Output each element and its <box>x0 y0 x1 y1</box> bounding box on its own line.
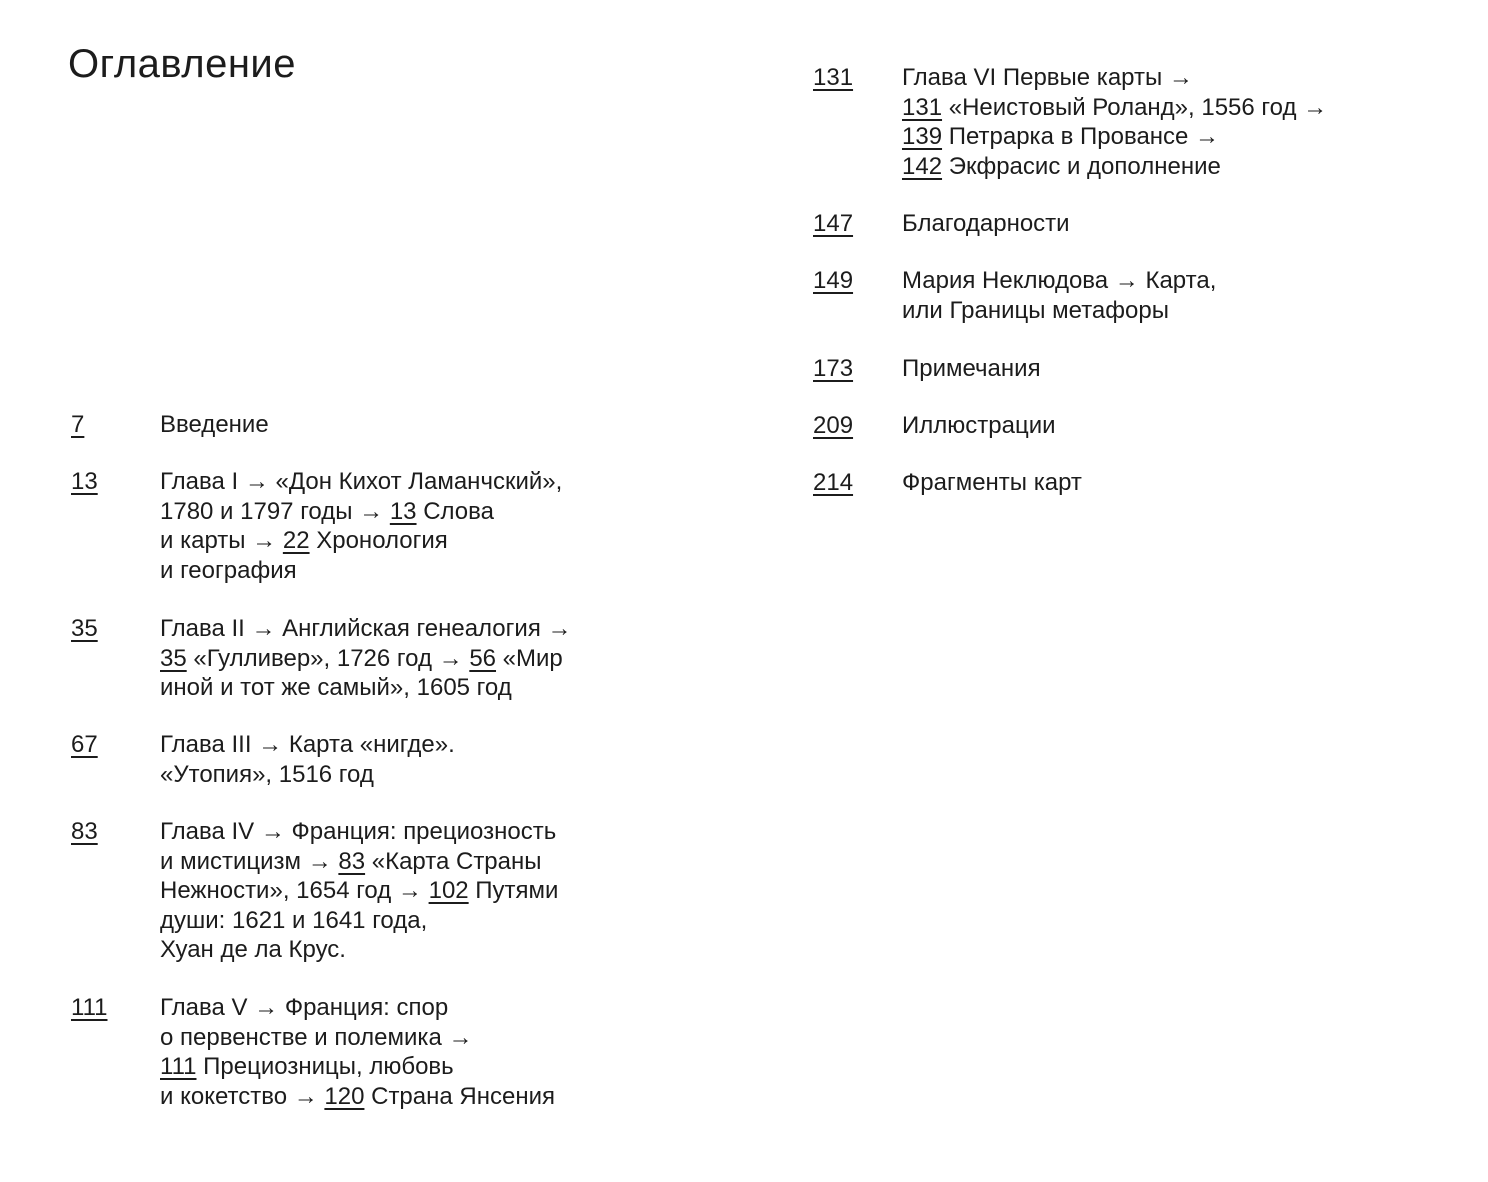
toc-text: Фрагменты карт <box>902 469 1082 496</box>
toc-text: Глава III → Карта «нигде». <box>160 731 455 758</box>
toc-entry-line <box>160 644 571 674</box>
toc-page-number[interactable]: 173 <box>813 355 854 382</box>
toc-entry-title <box>902 468 1082 498</box>
toc-entry-line <box>160 556 562 586</box>
toc-entry-line <box>902 354 1041 384</box>
toc-entry-title <box>160 993 555 1111</box>
toc-text: Хуан де ла Крус. <box>160 936 346 964</box>
toc-entry[interactable] <box>71 467 562 585</box>
toc-subsection-page-link[interactable]: 131 <box>902 93 943 121</box>
toc-page-number[interactable]: 13 <box>71 468 98 495</box>
toc-entry-line <box>160 1023 555 1053</box>
toc-entry[interactable] <box>71 410 269 440</box>
toc-text: «Неистовый Роланд», 1556 год → <box>942 93 1328 121</box>
toc-entry-line <box>160 935 558 965</box>
toc-subsection-page-link[interactable]: 22 <box>282 527 310 555</box>
toc-entry-title <box>160 410 269 440</box>
toc-entry-title <box>902 354 1041 384</box>
toc-entry-line <box>160 526 562 556</box>
toc-text: и география <box>160 556 297 584</box>
toc-page-number[interactable]: 83 <box>71 818 98 845</box>
toc-text: Примечания <box>902 355 1041 382</box>
toc-text: или Границы метафоры <box>902 296 1169 324</box>
toc-entry[interactable] <box>71 614 571 703</box>
toc-text: души: 1621 и 1641 года, <box>160 906 428 934</box>
toc-entry-line <box>160 993 555 1023</box>
toc-text: Прециозницы, любовь <box>196 1053 454 1081</box>
toc-entry-line <box>902 266 1216 296</box>
toc-entry-line <box>160 847 558 877</box>
page-title: Оглавление <box>68 42 297 86</box>
toc-entry[interactable] <box>813 354 1041 384</box>
toc-entry-line <box>902 296 1216 326</box>
toc-text: и кокетство → <box>160 1082 325 1110</box>
toc-text: о первенстве и полемика → <box>160 1023 473 1051</box>
toc-entry-line <box>902 209 1070 239</box>
toc-text: Путями <box>468 877 559 905</box>
toc-entry-line <box>902 122 1327 152</box>
toc-subsection-page-link[interactable]: 13 <box>389 497 417 525</box>
toc-page-number[interactable]: 147 <box>813 210 854 237</box>
toc-entry-line <box>160 1052 555 1082</box>
toc-page-number[interactable]: 67 <box>71 731 98 758</box>
toc-page-number[interactable]: 7 <box>71 411 85 438</box>
toc-entry[interactable] <box>813 266 1216 325</box>
toc-text: Петрарка в Провансе → <box>942 123 1220 151</box>
toc-entry-line <box>160 876 558 906</box>
toc-text: и карты → <box>160 527 283 555</box>
toc-subsection-page-link[interactable]: 120 <box>324 1082 365 1110</box>
toc-entry-line <box>160 730 455 760</box>
toc-text: Мария Неклюдова → Карта, <box>902 267 1217 294</box>
toc-page-number[interactable]: 149 <box>813 267 854 294</box>
toc-text: Иллюстрации <box>902 412 1056 439</box>
toc-entry-title <box>902 209 1070 239</box>
toc-entry-title <box>902 411 1056 441</box>
toc-entry[interactable] <box>71 817 558 965</box>
toc-entry-line <box>902 411 1056 441</box>
toc-text: Введение <box>160 411 269 438</box>
toc-subsection-page-link[interactable]: 139 <box>902 123 943 151</box>
toc-page-number[interactable]: 35 <box>71 615 98 642</box>
toc-subsection-page-link[interactable]: 83 <box>338 847 366 875</box>
toc-entry-line <box>160 817 558 847</box>
toc-entry[interactable] <box>71 993 555 1111</box>
toc-subsection-page-link[interactable]: 35 <box>160 644 187 672</box>
toc-entry-title <box>160 730 455 789</box>
toc-entry-line <box>160 906 558 936</box>
toc-entry-line <box>902 63 1327 93</box>
toc-text: Благодарности <box>902 210 1070 237</box>
toc-text: «Карта Страны <box>365 847 542 875</box>
toc-entry-line <box>160 497 562 527</box>
toc-subsection-page-link[interactable]: 111 <box>160 1053 197 1081</box>
toc-text: Глава I → «Дон Кихот Ламанчский», <box>160 468 563 495</box>
toc-entry-title <box>902 63 1327 181</box>
toc-text: «Гулливер», 1726 год → <box>186 644 470 672</box>
toc-subsection-page-link[interactable]: 102 <box>428 877 469 905</box>
toc-entry-line <box>160 410 269 440</box>
toc-text: 1780 и 1797 годы → <box>160 497 390 525</box>
toc-subsection-page-link[interactable]: 56 <box>469 644 497 672</box>
toc-entry-line <box>902 468 1082 498</box>
toc-text: Слова <box>416 497 494 525</box>
toc-text: Глава V → Франция: спор <box>160 994 449 1021</box>
toc-entry-line <box>160 467 562 497</box>
toc-text: Глава II → Английская генеалогия → <box>160 615 572 642</box>
toc-entry-line <box>902 152 1327 182</box>
toc-entry-line <box>160 1082 555 1112</box>
toc-entry-title <box>160 614 571 703</box>
toc-text: Хронология <box>309 527 448 555</box>
toc-entry-title <box>902 266 1216 325</box>
toc-entry[interactable] <box>813 468 1082 498</box>
toc-entry-line <box>160 614 571 644</box>
toc-entry[interactable] <box>813 63 1327 181</box>
toc-text: Страна Янсения <box>364 1082 555 1110</box>
toc-entry[interactable] <box>71 730 455 789</box>
toc-entry[interactable] <box>813 209 1070 239</box>
toc-text: «Утопия», 1516 год <box>160 760 374 788</box>
toc-text: Глава VI Первые карты → <box>902 64 1193 91</box>
toc-text: Нежности», 1654 год → <box>160 877 429 905</box>
toc-entry-line <box>160 673 571 703</box>
toc-text: Экфрасис и дополнение <box>942 152 1221 180</box>
toc-text: и мистицизм → <box>160 847 339 875</box>
toc-entry-line <box>160 760 455 790</box>
toc-entry-title <box>160 467 562 585</box>
toc-page-number[interactable]: 131 <box>813 64 854 91</box>
toc-text: «Мир <box>496 644 563 672</box>
toc-text: иной и тот же самый», 1605 год <box>160 674 512 702</box>
toc-subsection-page-link[interactable]: 142 <box>902 152 943 180</box>
toc-page-number[interactable]: 209 <box>813 412 854 439</box>
toc-entry-title <box>160 817 558 965</box>
toc-entry-line <box>902 93 1327 123</box>
toc-page-number[interactable]: 214 <box>813 469 854 496</box>
toc-text: Глава IV → Франция: прециозность <box>160 818 557 845</box>
toc-page-number[interactable]: 111 <box>71 994 108 1021</box>
toc-entry[interactable] <box>813 411 1056 441</box>
